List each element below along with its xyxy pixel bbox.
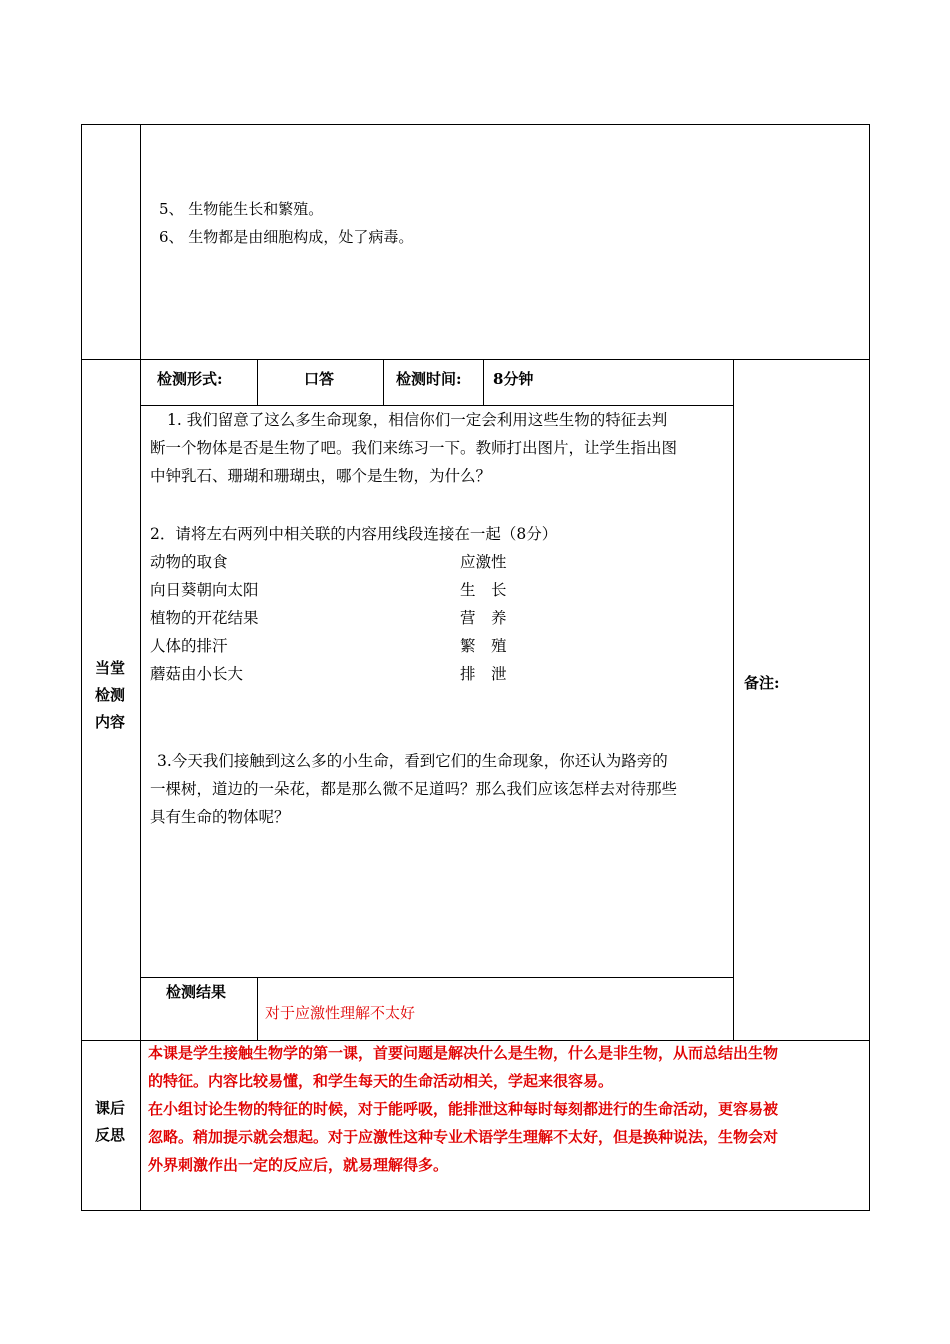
match-left-item: 人体的排汗 [150,637,228,655]
match-right-item: 繁 殖 [460,637,507,655]
question-1-line: 1. 我们留意了这么多生命现象，相信你们一定会利用这些生物的特征去判 [167,411,668,429]
section-label-line: 内容 [95,713,126,731]
question-3-line: 一棵树，道边的一朵花，都是那么微不足道吗？那么我们应该怎样去对待那些 [150,780,678,798]
table-border [140,124,141,1211]
match-right-item: 应激性 [460,553,507,571]
match-left-item: 向日葵朝向太阳 [150,581,259,599]
table-border [81,124,870,125]
match-left-item: 植物的开花结果 [150,609,259,627]
result-label: 检测结果 [166,983,227,1001]
table-border [483,359,484,406]
table-border [81,124,82,1211]
match-right-item: 生 长 [460,581,507,599]
question-1-line: 断一个物体是否是生物了吧。我们来练习一下。教师打出图片，让学生指出图 [150,439,678,457]
table-border [257,359,258,406]
section-label-line: 检测 [95,686,126,704]
content-line: 6、 生物都是由细胞构成，处了病毒。 [159,228,414,246]
table-border [257,977,258,1041]
table-border [81,1210,870,1211]
reflection-line: 在小组讨论生物的特征的时候，对于能呼吸，能排泄这种每时每刻都进行的生命活动，更容易被 [148,1100,779,1118]
table-border [81,359,870,360]
question-1-line: 中钟乳石、珊瑚和珊瑚虫，哪个是生物，为什么？ [150,467,492,485]
reflection-line: 本课是学生接触生物学的第一课，首要问题是解决什么是生物，什么是非生物，从而总结出生物 [148,1044,779,1062]
reflection-line: 的特征。内容比较易懂，和学生每天的生命活动相关，学起来很容易。 [148,1072,614,1090]
question-3-line: 3.今天我们接触到这么多的小生命，看到它们的生命现象，你还认为路旁的 [157,752,668,770]
match-left-item: 动物的取食 [150,553,228,571]
match-left-item: 蘑菇由小长大 [150,665,244,683]
question-2-title: 2．请将左右两列中相关联的内容用线段连接在一起（8分） [150,525,558,543]
match-right-item: 排 泄 [460,665,507,683]
question-3-line: 具有生命的物体呢？ [150,808,290,826]
content-line: 5、 生物能生长和繁殖。 [159,200,324,218]
section-label-line: 反思 [95,1126,126,1144]
section-label-line: 课后 [95,1099,126,1117]
table-border [141,977,734,978]
result-value: 对于应激性理解不太好 [265,1004,416,1022]
form-value: 口答 [304,370,335,388]
match-right-item: 营 养 [460,609,507,627]
form-label: 检测形式: [157,370,223,388]
table-border [733,359,734,1041]
reflection-line: 外界刺激作出一定的反应后，就易理解得多。 [148,1156,449,1174]
table-border [869,124,870,1211]
time-label: 检测时间: [396,370,462,388]
table-border [383,359,384,406]
section-label-line: 当堂 [95,659,126,677]
reflection-line: 忽略。稍加提示就会想起。对于应激性这种专业术语学生理解不太好，但是换种说法，生物会对 [148,1128,779,1146]
remarks-label: 备注: [744,674,780,692]
time-value: 8分钟 [493,370,534,388]
